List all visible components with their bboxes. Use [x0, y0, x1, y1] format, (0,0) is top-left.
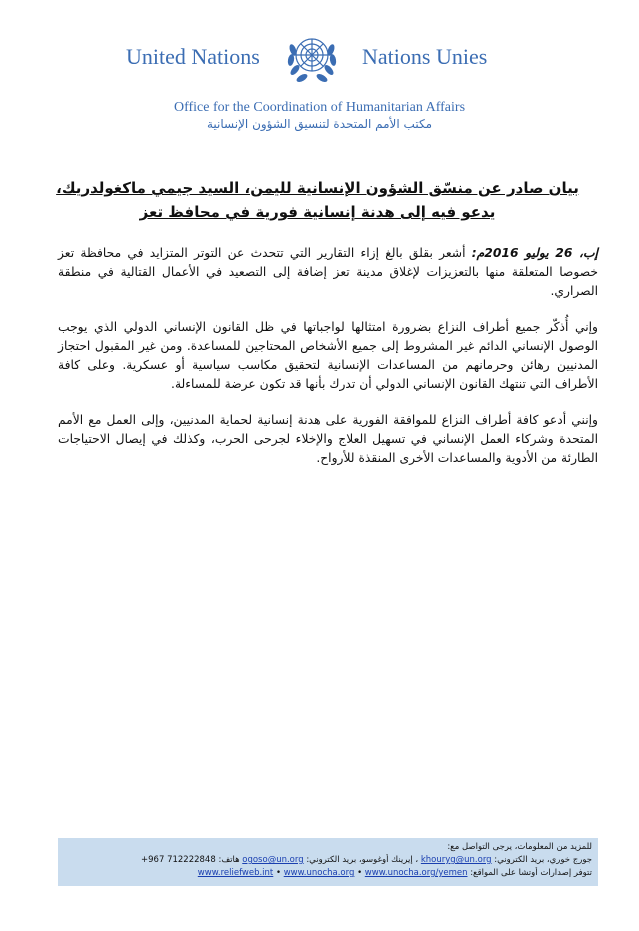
site-unocha-yemen-link[interactable]: www.unocha.org/yemen: [364, 868, 468, 878]
contact2-email-link[interactable]: ogoso@un.org: [242, 855, 304, 865]
office-name-english: Office for the Coordination of Humanitarian Affairs: [173, 100, 466, 115]
contact-line: [64, 854, 592, 867]
statement-date: إب، 26 يوليو 2016م:: [471, 246, 598, 260]
org-name-english: United Nations: [126, 44, 260, 69]
phone-label: هاتف:: [218, 855, 240, 865]
un-emblem-icon: [284, 28, 340, 88]
sites-line: تتوفر إصدارات أوتشا على المواقع: www.unocha.org/yemen • www.unocha.org • www.reliefweb.int: [197, 868, 592, 878]
statement-body: [58, 244, 598, 485]
org-name-french: Nations Unies: [362, 44, 488, 69]
contact-footer: [58, 838, 598, 886]
contact1-email-link[interactable]: khouryg@un.org: [420, 855, 492, 865]
paragraph-3: وإنني أدعو كافة أطراف النزاع للموافقة الفورية على هدنة إنسانية لحماية المدنيين، وإلى العمل مع الأمم المتحدة وشركاء العمل الإنساني في تسهيل العلاج والإخلاء لجرحى الحرب، وكذلك في إيصال الاحتياجات الطارئة من الأدوية والمساعدات الأخرى المنقذة للأرواح.: [58, 413, 598, 465]
site-unocha-link[interactable]: www.unocha.org: [283, 868, 355, 878]
contact-intro: للمزيد من المعلومات، يرجى التواصل مع:: [447, 842, 592, 852]
paragraph-1-text: أشعر بقلق بالغ إزاء التقارير التي تتحدث عن التوتر المتزايد في محافظة تعز خصوصا المتعلقة منها بالتعزيزات لإغلاق مدينة تعز إضافة إلى التصعيد في الأعمال القتالية في منطقة الصراري.: [58, 246, 598, 298]
title-line-1: بيان صادر عن منسّق الشؤون الإنسانية لليمن، السيد جيمي ماكغولدريك،: [56, 179, 579, 197]
office-name-arabic: مكتب الأمم المتحدة لتنسيق الشؤون الإنسانية: [206, 117, 432, 131]
statement-title: [40, 176, 595, 224]
contact1-label: جورج خوري، بريد الكتروني:: [494, 855, 592, 865]
contact2-label: ، إيرينك أوغوسو، بريد الكتروني:: [306, 855, 419, 865]
site-reliefweb-link[interactable]: www.reliefweb.int: [197, 868, 274, 878]
title-line-2: يدعو فيه إلى هدنة إنسانية فورية في محافظ تعز: [139, 203, 496, 221]
letterhead: [0, 22, 639, 92]
sites-label: تتوفر إصدارات أوتشا على المواقع:: [470, 868, 592, 878]
paragraph-2: وإني أُذكّر جميع أطراف النزاع بضرورة امتثالها لواجباتها في ظل القانون الإنساني الدولي الذي يوجب الوصول الإنساني الدائم غير المشروط إلى جميع الأشخاص المحتاجين للمساعدة. ومن غير المقبول احتجاز المدنيين رهائن وحرمانهم من المساعدات الإنسانية لتحقيق مكاسب سياسية أو عسكرية. وعلى كافة الأطراف التي تنتهك القانون الإنساني الدولي أن تدرك بأنها قد تكون عرضة للمساءلة.: [58, 320, 598, 391]
paragraph-1: [58, 244, 598, 301]
phone-number: +967 712222848: [141, 855, 216, 865]
